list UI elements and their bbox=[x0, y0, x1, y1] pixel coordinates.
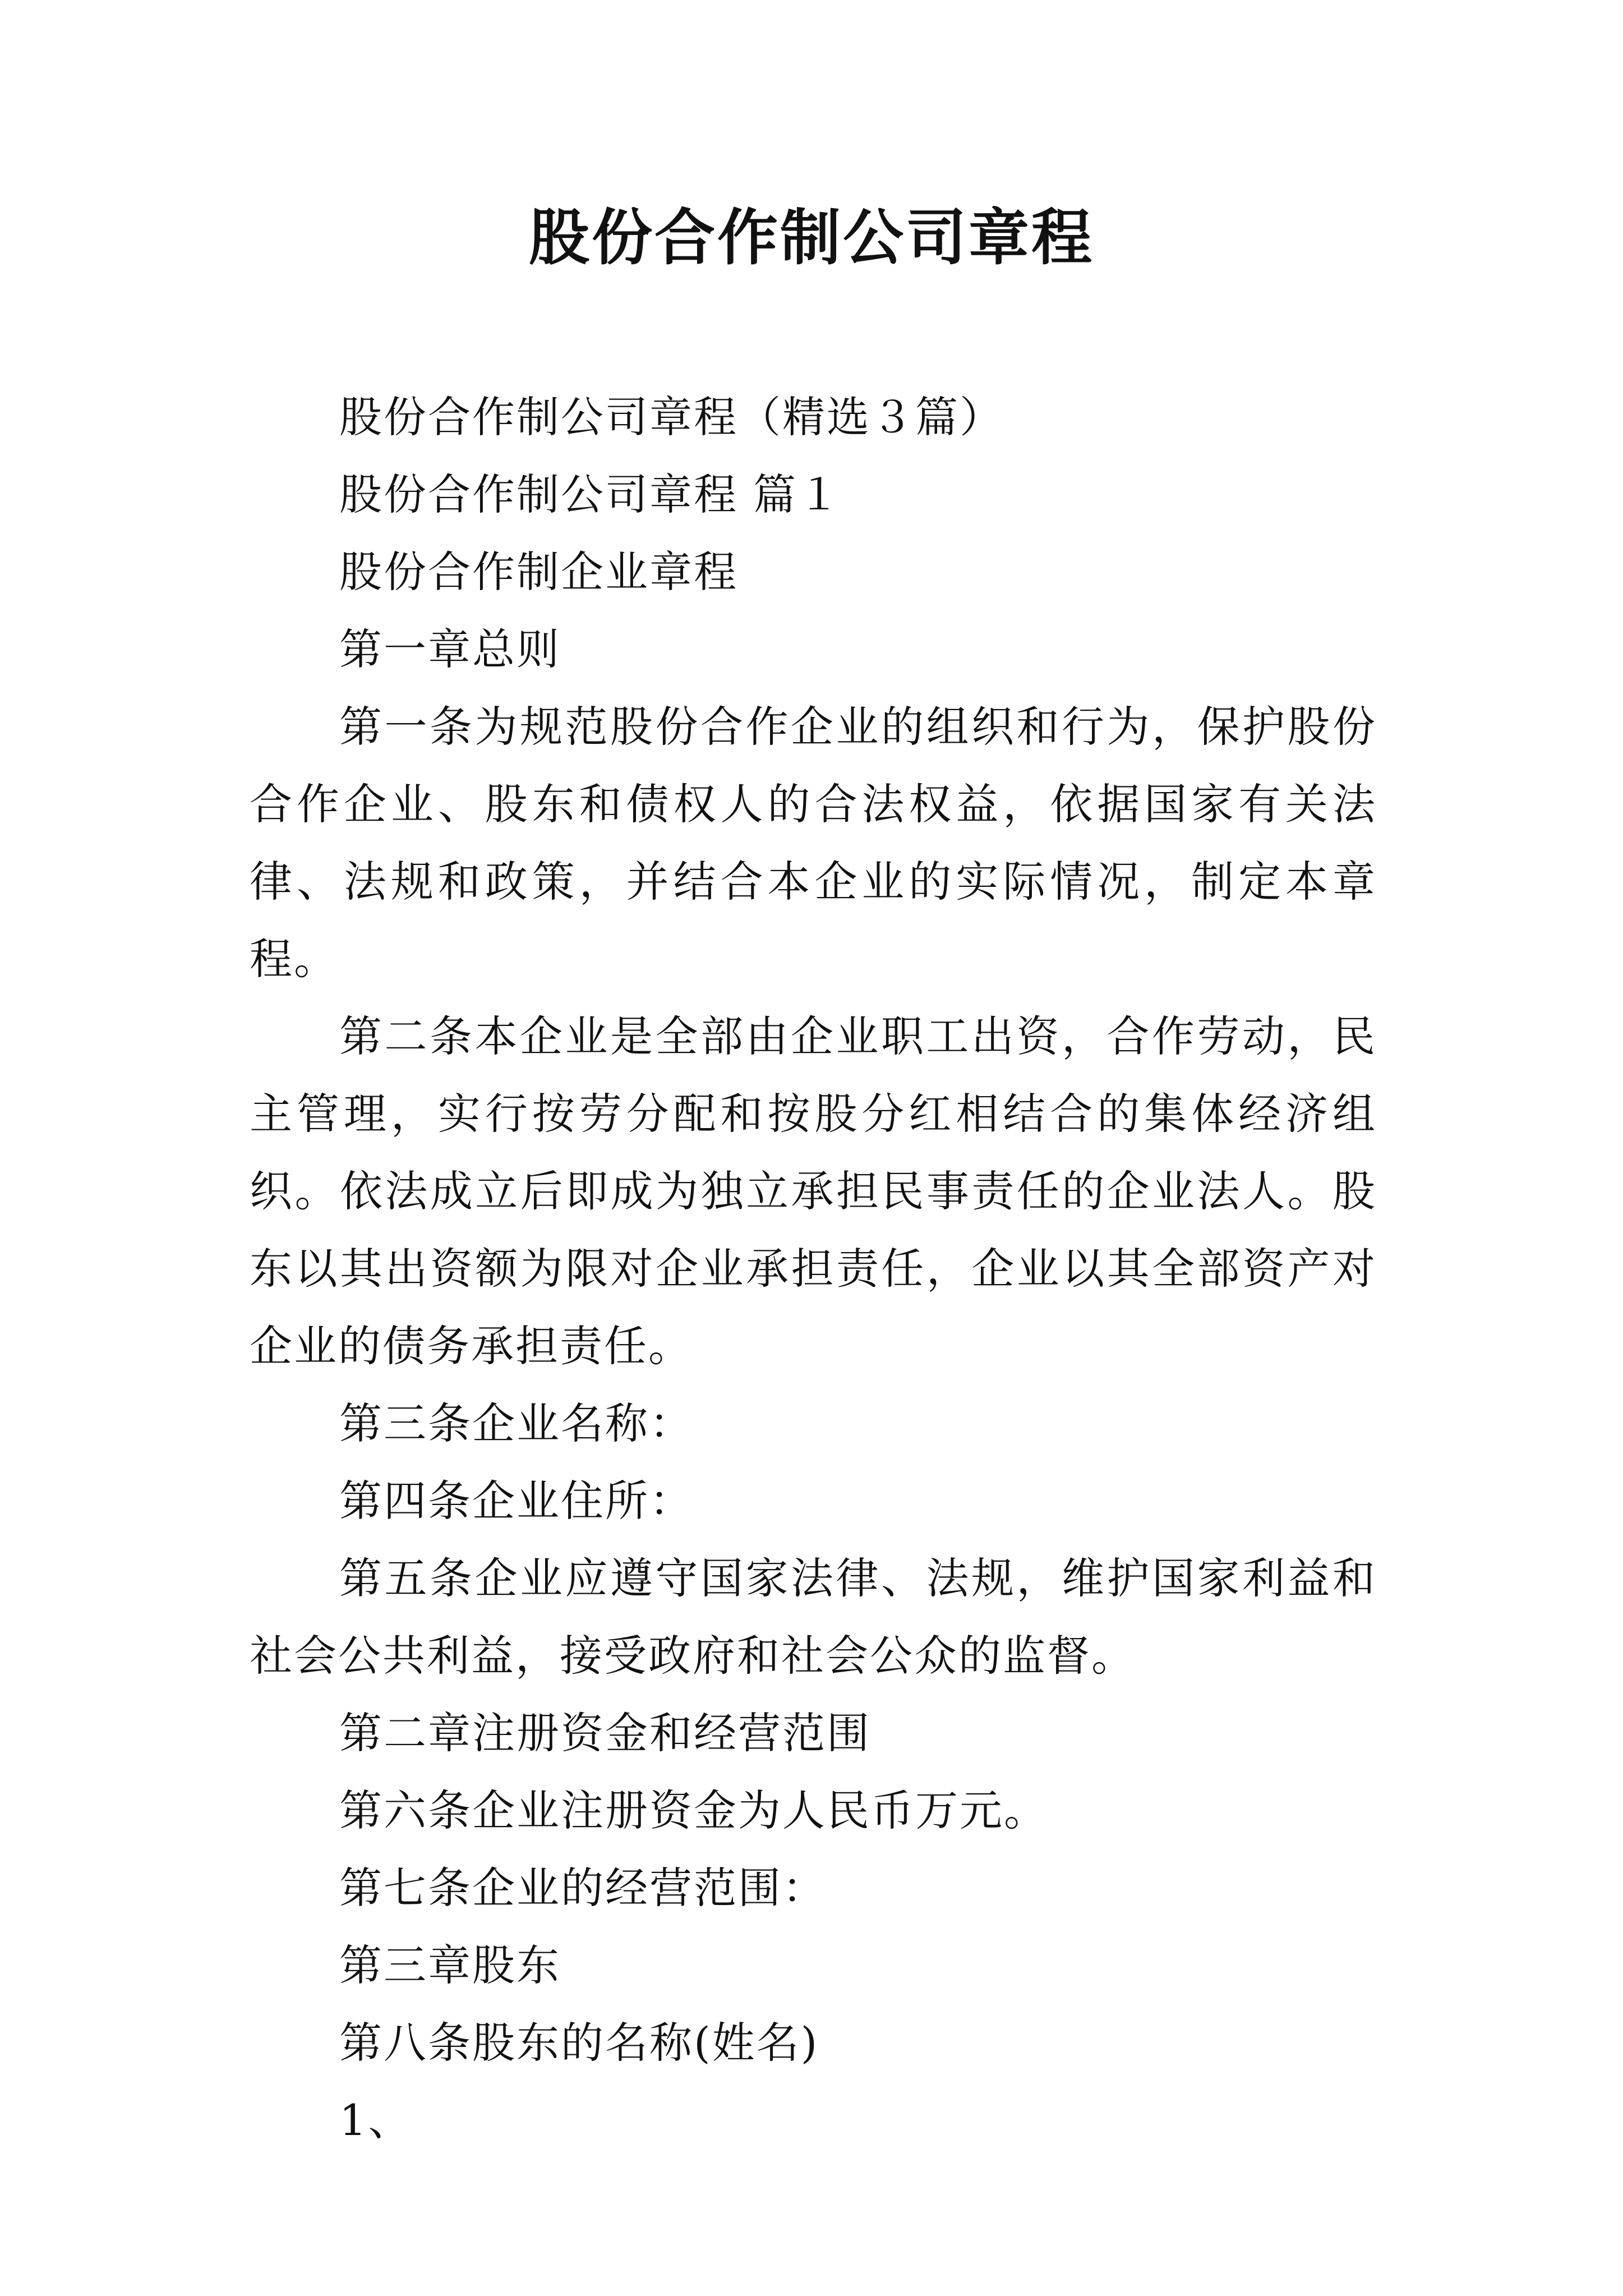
article-1: 第一条为规范股份合作企业的组织和行为，保护股份合作企业、股东和债权人的合法权益，依据国家有关法律、法规和政策，并结合本企业的实际情况，制定本章程。 bbox=[250, 702, 1377, 984]
article-4: 第四条企业住所： bbox=[339, 1476, 694, 1526]
article-8: 第八条股东的名称(姓名) bbox=[339, 2018, 819, 2068]
document-body bbox=[250, 379, 1377, 2159]
chapter-heading-3: 第三章股东 bbox=[339, 1940, 561, 1990]
paragraph-part-heading: 股份合作制公司章程 篇１ bbox=[339, 470, 842, 519]
paragraph-subtitle: 股份合作制公司章程（精选３篇） bbox=[339, 392, 1004, 442]
article-5: 第五条企业应遵守国家法律、法规，维护国家利益和社会公共利益，接受政府和社会公众的监督。 bbox=[250, 1553, 1377, 1681]
chapter-heading-1: 第一章总则 bbox=[339, 624, 561, 674]
paragraph-doc-name: 股份合作制企业章程 bbox=[339, 547, 738, 597]
article-7: 第七条企业的经营范围： bbox=[339, 1863, 827, 1913]
document-title: 股份合作制公司章程 bbox=[528, 203, 1094, 273]
list-item-1: 1、 bbox=[339, 2095, 413, 2145]
article-3: 第三条企业名称： bbox=[339, 1398, 694, 1448]
article-6: 第六条企业注册资金为人民币万元。 bbox=[339, 1786, 1048, 1835]
article-2: 第二条本企业是全部由企业职工出资，合作劳动，民主管理，实行按劳分配和按股分红相结合的集体经济组织。依法成立后即成为独立承担民事责任的企业法人。股东以其出资额为限对企业承担责任，企业以其全部资产对企业的债务承担责任。 bbox=[250, 1011, 1377, 1371]
chapter-heading-2: 第二章注册资金和经营范围 bbox=[339, 1708, 871, 1758]
